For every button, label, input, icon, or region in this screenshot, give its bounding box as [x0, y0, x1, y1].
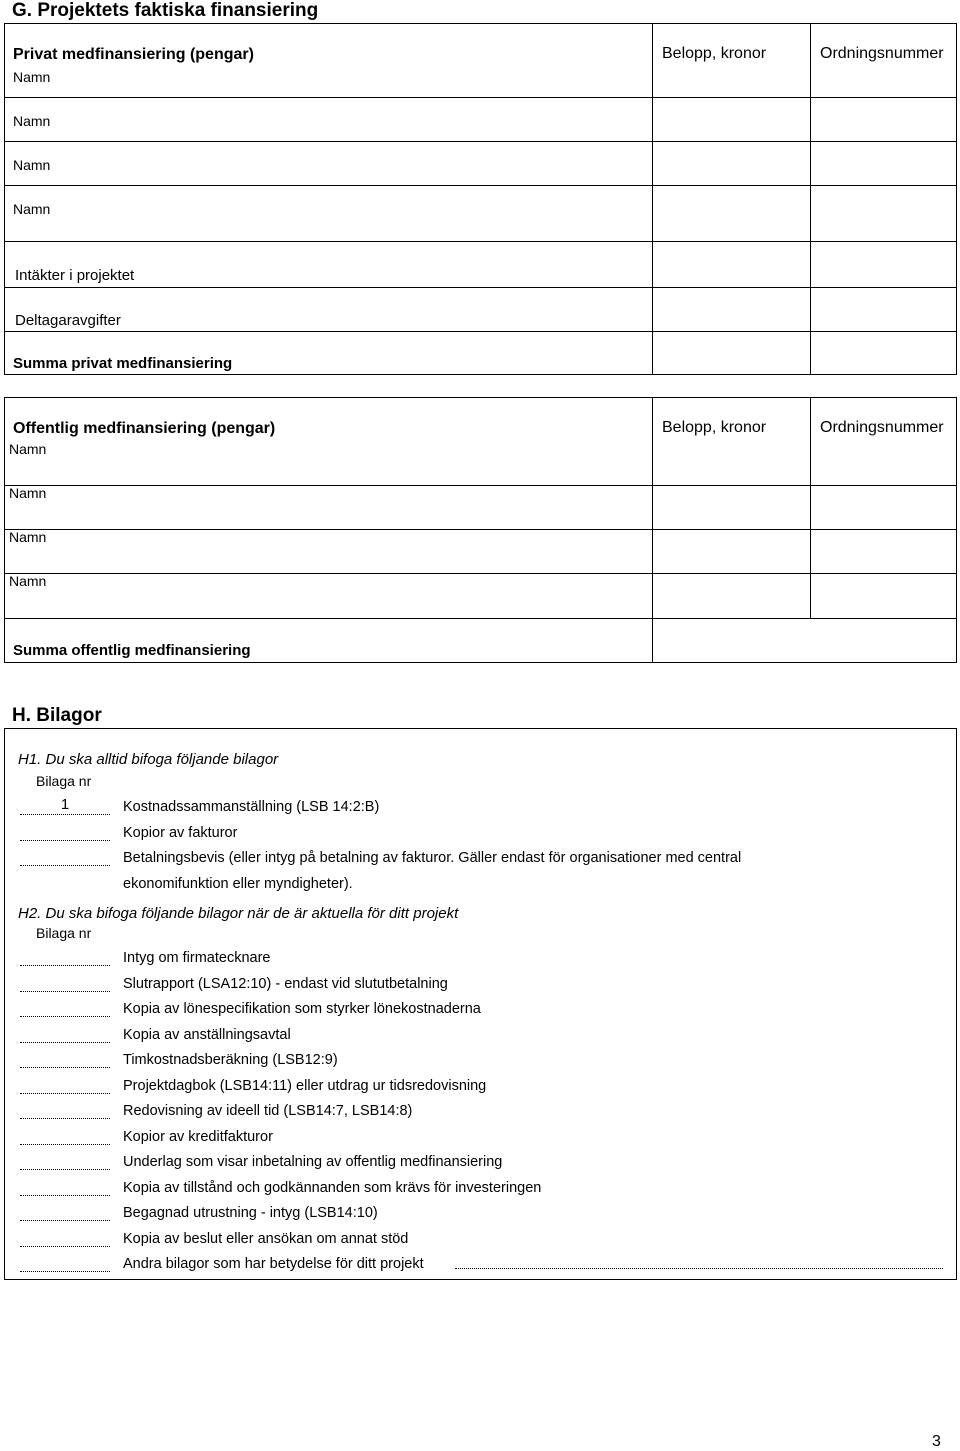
public-row-line	[4, 485, 957, 486]
h2-item: Slutrapport (LSA12:10) - endast vid slututbetalning	[123, 976, 448, 992]
private-col-divider-1	[652, 23, 653, 375]
public-name-label-4: Namn	[9, 573, 47, 589]
h2-item: Kopia av lönespecifikation som styrker lönekostnaderna	[123, 1001, 481, 1017]
h1-heading: H1. Du ska alltid bifoga följande bilagor	[18, 751, 279, 768]
h2-item: Redovisning av ideell tid (LSB14:7, LSB14:8)	[123, 1103, 413, 1119]
h2-attachment-number-field[interactable]	[20, 1093, 110, 1094]
public-financing-header: Offentlig medfinansiering (pengar)	[13, 420, 276, 437]
private-number-header: Ordningsnummer	[820, 45, 944, 62]
private-amount-header: Belopp, kronor	[662, 45, 767, 62]
h2-item: Begagnad utrustning - intyg (LSB14:10)	[123, 1205, 378, 1221]
private-sum-label: Summa privat medfinansiering	[13, 355, 233, 372]
public-row-line	[4, 573, 957, 574]
section-h-title: H. Bilagor	[12, 705, 102, 726]
h2-item: Intyg om firmatecknare	[123, 950, 271, 966]
private-row-line	[4, 287, 957, 288]
section-g-title: G. Projektets faktiska finansiering	[12, 0, 319, 21]
h1-attachment-number-field-2[interactable]	[20, 840, 110, 841]
private-col-divider-2	[810, 23, 811, 375]
private-row-line	[4, 241, 957, 242]
h2-heading: H2. Du ska bifoga följande bilagor när de är aktuella för ditt projekt	[18, 905, 459, 922]
public-row-line	[4, 529, 957, 530]
h2-attachment-number-field[interactable]	[20, 965, 110, 966]
h2-attachment-number-field[interactable]	[20, 1042, 110, 1043]
h2-attachment-number-field[interactable]	[20, 1144, 110, 1145]
public-col-divider-2	[810, 397, 811, 618]
h2-item: Underlag som visar inbetalning av offentlig medfinansiering	[123, 1154, 503, 1170]
h2-item: Kopia av tillstånd och godkännanden som krävs för investeringen	[123, 1180, 542, 1196]
private-row-line	[4, 185, 957, 186]
private-name-label-4: Namn	[13, 201, 51, 217]
h1-attachment-number-field-3[interactable]	[20, 865, 110, 866]
h2-item: Kopia av anställningsavtal	[123, 1027, 291, 1043]
public-name-label-3: Namn	[9, 529, 47, 545]
private-financing-header: Privat medfinansiering (pengar)	[13, 46, 254, 63]
public-amount-header: Belopp, kronor	[662, 419, 767, 436]
public-number-header: Ordningsnummer	[820, 419, 944, 436]
private-row-line	[4, 97, 957, 98]
h2-attachment-number-field[interactable]	[20, 1271, 110, 1272]
private-fees-label: Deltagaravgifter	[15, 312, 121, 329]
private-name-label-3: Namn	[13, 157, 51, 173]
h2-attachment-number-field[interactable]	[20, 1016, 110, 1017]
h2-attachment-number-field[interactable]	[20, 1067, 110, 1068]
h2-attachment-number-field[interactable]	[20, 1220, 110, 1221]
h2-item: Kopior av kreditfakturor	[123, 1129, 273, 1145]
h2-attachment-number-field[interactable]	[20, 991, 110, 992]
h1-attachment-number-1[interactable]: 1	[60, 796, 70, 813]
private-name-label-1: Namn	[13, 69, 51, 85]
h1-item-2: Kopior av fakturor	[123, 825, 238, 841]
private-row-line	[4, 331, 957, 332]
h1-item-1: Kostnadssammanställning (LSB 14:2:B)	[123, 799, 380, 815]
h2-item: Timkostnadsberäkning (LSB12:9)	[123, 1052, 338, 1068]
h1-attachment-number-field-1[interactable]	[20, 814, 110, 815]
h2-item: Kopia av beslut eller ansökan om annat stöd	[123, 1231, 409, 1247]
private-row-line	[4, 141, 957, 142]
page-number: 3	[932, 1433, 941, 1450]
h1-item-3-continuation: ekonomifunktion eller myndigheter).	[123, 876, 353, 892]
public-sum-label: Summa offentlig medfinansiering	[13, 642, 251, 659]
h2-attachment-number-field[interactable]	[20, 1169, 110, 1170]
h2-attachment-number-field[interactable]	[20, 1246, 110, 1247]
public-name-label-2: Namn	[9, 485, 47, 501]
private-income-label: Intäkter i projektet	[15, 267, 135, 284]
h2-attachment-number-field[interactable]	[20, 1118, 110, 1119]
h2-item: Projektdagbok (LSB14:11) eller utdrag ur tidsredovisning	[123, 1078, 487, 1094]
public-col-divider-1	[652, 397, 653, 663]
h2-item: Andra bilagor som har betydelse för ditt projekt	[123, 1256, 424, 1272]
public-name-label-1: Namn	[9, 441, 47, 457]
private-name-label-2: Namn	[13, 113, 51, 129]
h1-attachment-number-label: Bilaga nr	[36, 773, 92, 789]
other-attachments-description-field[interactable]	[455, 1268, 943, 1269]
h1-item-3: Betalningsbevis (eller intyg på betalning av fakturor. Gäller endast för organisationer med central	[123, 850, 742, 866]
private-financing-table	[4, 23, 957, 375]
h2-attachment-number-label: Bilaga nr	[36, 925, 92, 941]
h2-attachment-number-field[interactable]	[20, 1195, 110, 1196]
public-row-line	[4, 618, 957, 619]
